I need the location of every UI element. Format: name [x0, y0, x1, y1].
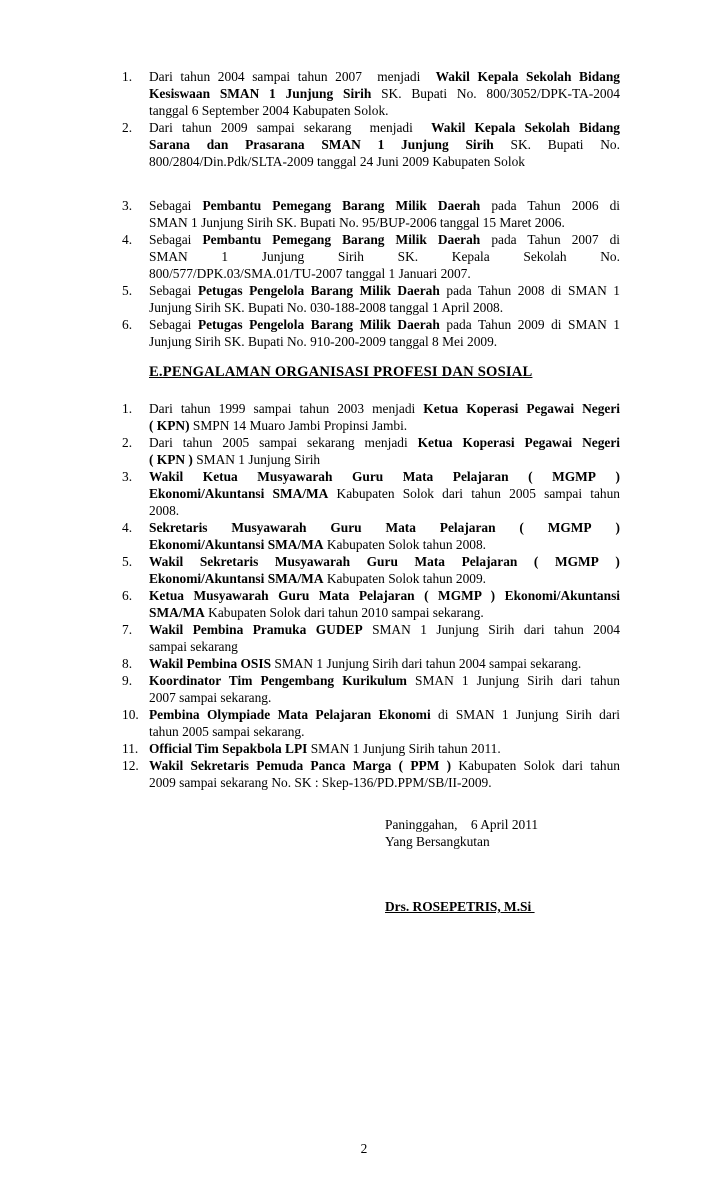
list-item — [122, 655, 620, 672]
text-word: Guru — [330, 520, 362, 535]
text-run: SMPN 14 Muaro Jambi Propinsi Jambi. — [189, 418, 408, 433]
list-item — [122, 587, 620, 621]
text-run: tahun 2005 sampai sekarang. — [149, 724, 305, 739]
text-line — [149, 400, 620, 417]
text-line — [149, 434, 620, 451]
text-run: di SMAN 1 Junjung Sirih dari — [430, 707, 620, 722]
text-line — [149, 774, 620, 791]
bold-text: Petugas Pengelola Barang Milik Daerah — [197, 283, 440, 298]
text-word: Wakil — [149, 554, 184, 569]
text-word: SK. — [397, 249, 419, 264]
text-word: ( — [533, 554, 539, 569]
bold-text: Sarana dan Prasarana SMAN 1 Junjung Sirih — [149, 137, 494, 152]
bold-text: Petugas Pengelola Barang Milik Daerah — [197, 317, 440, 332]
item-number: 11. — [122, 741, 139, 756]
text-word: MGMP — [552, 469, 596, 484]
text-line — [149, 672, 620, 689]
item-number: 9. — [122, 673, 133, 688]
text-line — [149, 417, 620, 434]
text-word: Guru — [366, 554, 398, 569]
text-run: Kabupaten Solok dari tahun 2010 sampai sekarang. — [204, 605, 484, 620]
text-word: SMAN — [149, 249, 188, 264]
text-word: ) — [615, 469, 620, 484]
text-word: Junjung — [261, 249, 305, 264]
text-run: Dari tahun 2009 sampai sekarang menjadi — [149, 120, 432, 135]
item-number: 4. — [122, 520, 133, 535]
list-item — [122, 706, 620, 740]
text-word: MGMP — [554, 554, 599, 569]
text-word: Pelajaran — [439, 520, 496, 535]
text-line — [149, 706, 620, 723]
text-line — [149, 231, 620, 248]
text-run: Dari tahun 2004 sampai tahun 2007 menjadi — [149, 69, 436, 84]
text-line — [149, 570, 620, 587]
list-item — [122, 316, 620, 350]
position-list-a — [122, 68, 620, 170]
item-number: 12. — [122, 758, 139, 773]
signature-place-date: Paninggahan, 6 April 2011 — [385, 817, 539, 832]
text-run: SMAN 1 Junjung Sirih dari tahun 2004 sampai sekarang. — [271, 656, 582, 671]
bold-text: Wakil Pembina Pramuka GUDEP — [149, 622, 363, 637]
bold-text: Pembantu Pemegang Barang Milik Daerah — [202, 198, 481, 213]
text-run: 2009 sampai sekarang No. SK : Skep-136/PD.PPM/SB/II-2009. — [149, 775, 492, 790]
text-line — [149, 333, 620, 350]
text-word: Mata — [385, 520, 416, 535]
text-run: Kabupaten Solok dari tahun 2005 sampai tahun — [328, 486, 620, 501]
text-run: Sebagai — [149, 198, 203, 213]
text-line — [149, 604, 620, 621]
text-word: ) — [615, 520, 620, 535]
text-run: Kabupaten Solok dari tahun — [451, 758, 620, 773]
text-line — [149, 519, 620, 536]
text-run: Junjung Sirih SK. Bupati No. 030-188-2008 tanggal 1 April 2008. — [149, 300, 504, 315]
text-word: No. — [600, 249, 620, 264]
bold-text: Ekonomi/Akuntansi SMA/MA — [149, 537, 324, 552]
list-item — [122, 119, 620, 170]
text-line — [149, 119, 620, 136]
bold-text: Ketua Koperasi Pegawai Negeri — [417, 435, 620, 450]
item-text — [149, 519, 620, 553]
bold-text: Official Tim Sepakbola LPI — [149, 741, 308, 756]
text-run: 2007 sampai sekarang. — [149, 690, 272, 705]
text-line — [149, 299, 620, 316]
text-word: Kepala — [451, 249, 490, 264]
text-run: Kabupaten Solok tahun 2008. — [323, 537, 487, 552]
bold-text: Kesiswaan SMAN 1 Junjung Sirih — [149, 86, 372, 101]
item-text — [149, 231, 620, 282]
text-run: pada Tahun 2007 di — [480, 232, 620, 247]
item-text — [149, 740, 620, 757]
item-text — [149, 587, 620, 621]
item-text — [149, 316, 620, 350]
text-run: 2008. — [149, 503, 180, 518]
text-run: pada Tahun 2006 di — [480, 198, 620, 213]
position-list-b — [122, 197, 620, 350]
text-line — [149, 740, 620, 757]
list-item — [122, 621, 620, 655]
text-word: Mata — [402, 469, 434, 484]
item-number: 5. — [122, 554, 133, 569]
list-item — [122, 757, 620, 791]
text-line — [149, 536, 620, 553]
list-item — [122, 282, 620, 316]
bold-text: SMA/MA — [149, 605, 205, 620]
signature-name: Drs. ROSEPETRIS, M.Si — [385, 899, 535, 914]
text-run: Sebagai — [149, 283, 198, 298]
text-run: Sebagai — [149, 317, 198, 332]
text-word: Sirih — [337, 249, 364, 264]
text-word: Mata — [414, 554, 445, 569]
text-word: Sekolah — [523, 249, 567, 264]
text-line — [149, 485, 620, 502]
list-item — [122, 197, 620, 231]
text-word: ) — [615, 554, 620, 569]
text-line — [149, 265, 620, 282]
organization-experience-list — [122, 400, 620, 791]
text-run: Dari tahun 1999 sampai tahun 2003 menjadi — [149, 401, 424, 416]
text-line — [149, 214, 620, 231]
bold-text: Ekonomi/Akuntansi SMA/MA — [149, 571, 324, 586]
list-item — [122, 553, 620, 587]
text-run: sampai sekarang — [149, 639, 238, 654]
bold-text: Pembantu Pemegang Barang Milik Daerah — [202, 232, 481, 247]
item-number: 8. — [122, 656, 133, 671]
text-line — [149, 621, 620, 638]
text-word: Wakil — [149, 469, 184, 484]
text-line — [149, 655, 620, 672]
item-number: 2. — [122, 120, 133, 135]
bold-text: ( KPN) — [149, 418, 190, 433]
text-run: pada Tahun 2009 di SMAN 1 — [439, 317, 620, 332]
text-run: SMAN 1 Junjung Sirih tahun 2011. — [307, 741, 501, 756]
text-line — [149, 723, 620, 740]
item-number: 5. — [122, 283, 133, 298]
item-number: 3. — [122, 469, 133, 484]
item-text — [149, 434, 620, 468]
text-run: 800/2804/Din.Pdk/SLTA-2009 tanggal 24 Juni 2009 Kabupaten Solok — [149, 154, 525, 169]
item-number: 6. — [122, 317, 133, 332]
item-text — [149, 553, 620, 587]
text-word: Sekretaris — [149, 520, 208, 535]
section-title: E.PENGALAMAN ORGANISASI PROFESI DAN SOSIAL — [149, 364, 533, 380]
page-number: 2 — [360, 1141, 368, 1156]
bold-text: Wakil Kepala Sekolah Bidang — [435, 69, 620, 84]
text-word: ( — [528, 469, 533, 484]
bold-text: Ketua Musyawarah Guru Mata Pelajaran ( MGMP ) Ekonomi/Akuntansi — [149, 588, 620, 603]
text-line — [149, 68, 620, 85]
text-word: Sekretaris — [199, 554, 259, 569]
text-run: tanggal 6 September 2004 Kabupaten Solok. — [149, 103, 389, 118]
bold-text: Koordinator Tim Pengembang Kurikulum — [149, 673, 407, 688]
text-run: SK. Bupati No. — [493, 137, 620, 152]
list-item — [122, 519, 620, 553]
item-number: 1. — [122, 69, 133, 84]
bold-text: Wakil Pembina OSIS — [149, 656, 272, 671]
list-item — [122, 68, 620, 119]
text-line — [149, 85, 620, 102]
item-text — [149, 621, 620, 655]
list-item — [122, 468, 620, 519]
text-word: ( — [519, 520, 524, 535]
item-number: 6. — [122, 588, 133, 603]
text-word: Pelajaran — [461, 554, 518, 569]
text-run: Kabupaten Solok tahun 2009. — [323, 571, 487, 586]
item-text — [149, 468, 620, 519]
text-word: Ketua — [202, 469, 238, 484]
text-word: MGMP — [547, 520, 592, 535]
text-run: SK. Bupati No. 800/3052/DPK-TA-2004 — [371, 86, 620, 101]
text-line — [149, 587, 620, 604]
bold-text: Wakil Sekretaris Pemuda Panca Marga ( PPM ) — [149, 758, 452, 773]
text-line — [149, 468, 620, 485]
text-run: Sebagai — [149, 232, 203, 247]
text-run: SMAN 1 Junjung Sirih — [192, 452, 321, 467]
text-word: 1 — [221, 249, 229, 264]
list-item — [122, 740, 620, 757]
text-line — [149, 282, 620, 299]
text-word: Musyawarah — [257, 469, 333, 484]
item-text — [149, 68, 620, 119]
text-line — [149, 316, 620, 333]
bold-text: Wakil Kepala Sekolah Bidang — [431, 120, 620, 135]
text-line — [149, 248, 620, 265]
item-number: 2. — [122, 435, 133, 450]
text-run: pada Tahun 2008 di SMAN 1 — [439, 283, 620, 298]
text-word: Musyawarah — [231, 520, 307, 535]
item-text — [149, 672, 620, 706]
item-number: 7. — [122, 622, 133, 637]
text-line — [149, 197, 620, 214]
text-line — [149, 638, 620, 655]
bold-text: Ekonomi/Akuntansi SMA/MA — [149, 486, 329, 501]
item-text — [149, 197, 620, 231]
item-text — [149, 706, 620, 740]
item-text — [149, 400, 620, 434]
text-word: Pelajaran — [452, 469, 509, 484]
text-line — [149, 553, 620, 570]
list-item — [122, 231, 620, 282]
text-run: SMAN 1 Junjung Sirih SK. Bupati No. 95/BUP-2006 tanggal 15 Maret 2006. — [149, 215, 565, 230]
text-line — [149, 153, 620, 170]
text-line — [149, 451, 620, 468]
list-item — [122, 672, 620, 706]
item-number: 3. — [122, 198, 133, 213]
bold-text: Pembina Olympiade Mata Pelajaran Ekonomi — [149, 707, 431, 722]
text-line — [149, 136, 620, 153]
list-item — [122, 434, 620, 468]
item-number: 4. — [122, 232, 133, 247]
list-item — [122, 400, 620, 434]
text-run: SMAN 1 Junjung Sirih dari tahun 2004 — [362, 622, 621, 637]
item-text — [149, 119, 620, 170]
item-number: 10. — [122, 707, 139, 722]
text-word: Guru — [351, 469, 384, 484]
text-run: Junjung Sirih SK. Bupati No. 910-200-2009 tanggal 8 Mei 2009. — [149, 334, 498, 349]
bold-text: Ketua Koperasi Pegawai Negeri — [423, 401, 621, 416]
bold-text: ( KPN ) — [149, 452, 193, 467]
item-text — [149, 282, 620, 316]
signature-role: Yang Bersangkutan — [385, 834, 490, 849]
item-text — [149, 655, 620, 672]
item-text — [149, 757, 620, 791]
text-line — [149, 502, 620, 519]
text-line — [149, 757, 620, 774]
text-line — [149, 102, 620, 119]
text-run: 800/577/DPK.03/SMA.01/TU-2007 tanggal 1 Januari 2007. — [149, 266, 471, 281]
text-run: SMAN 1 Junjung Sirih dari tahun — [406, 673, 620, 688]
item-number: 1. — [122, 401, 133, 416]
text-run: Dari tahun 2005 sampai sekarang menjadi — [149, 435, 418, 450]
text-word: Musyawarah — [274, 554, 351, 569]
text-line — [149, 689, 620, 706]
